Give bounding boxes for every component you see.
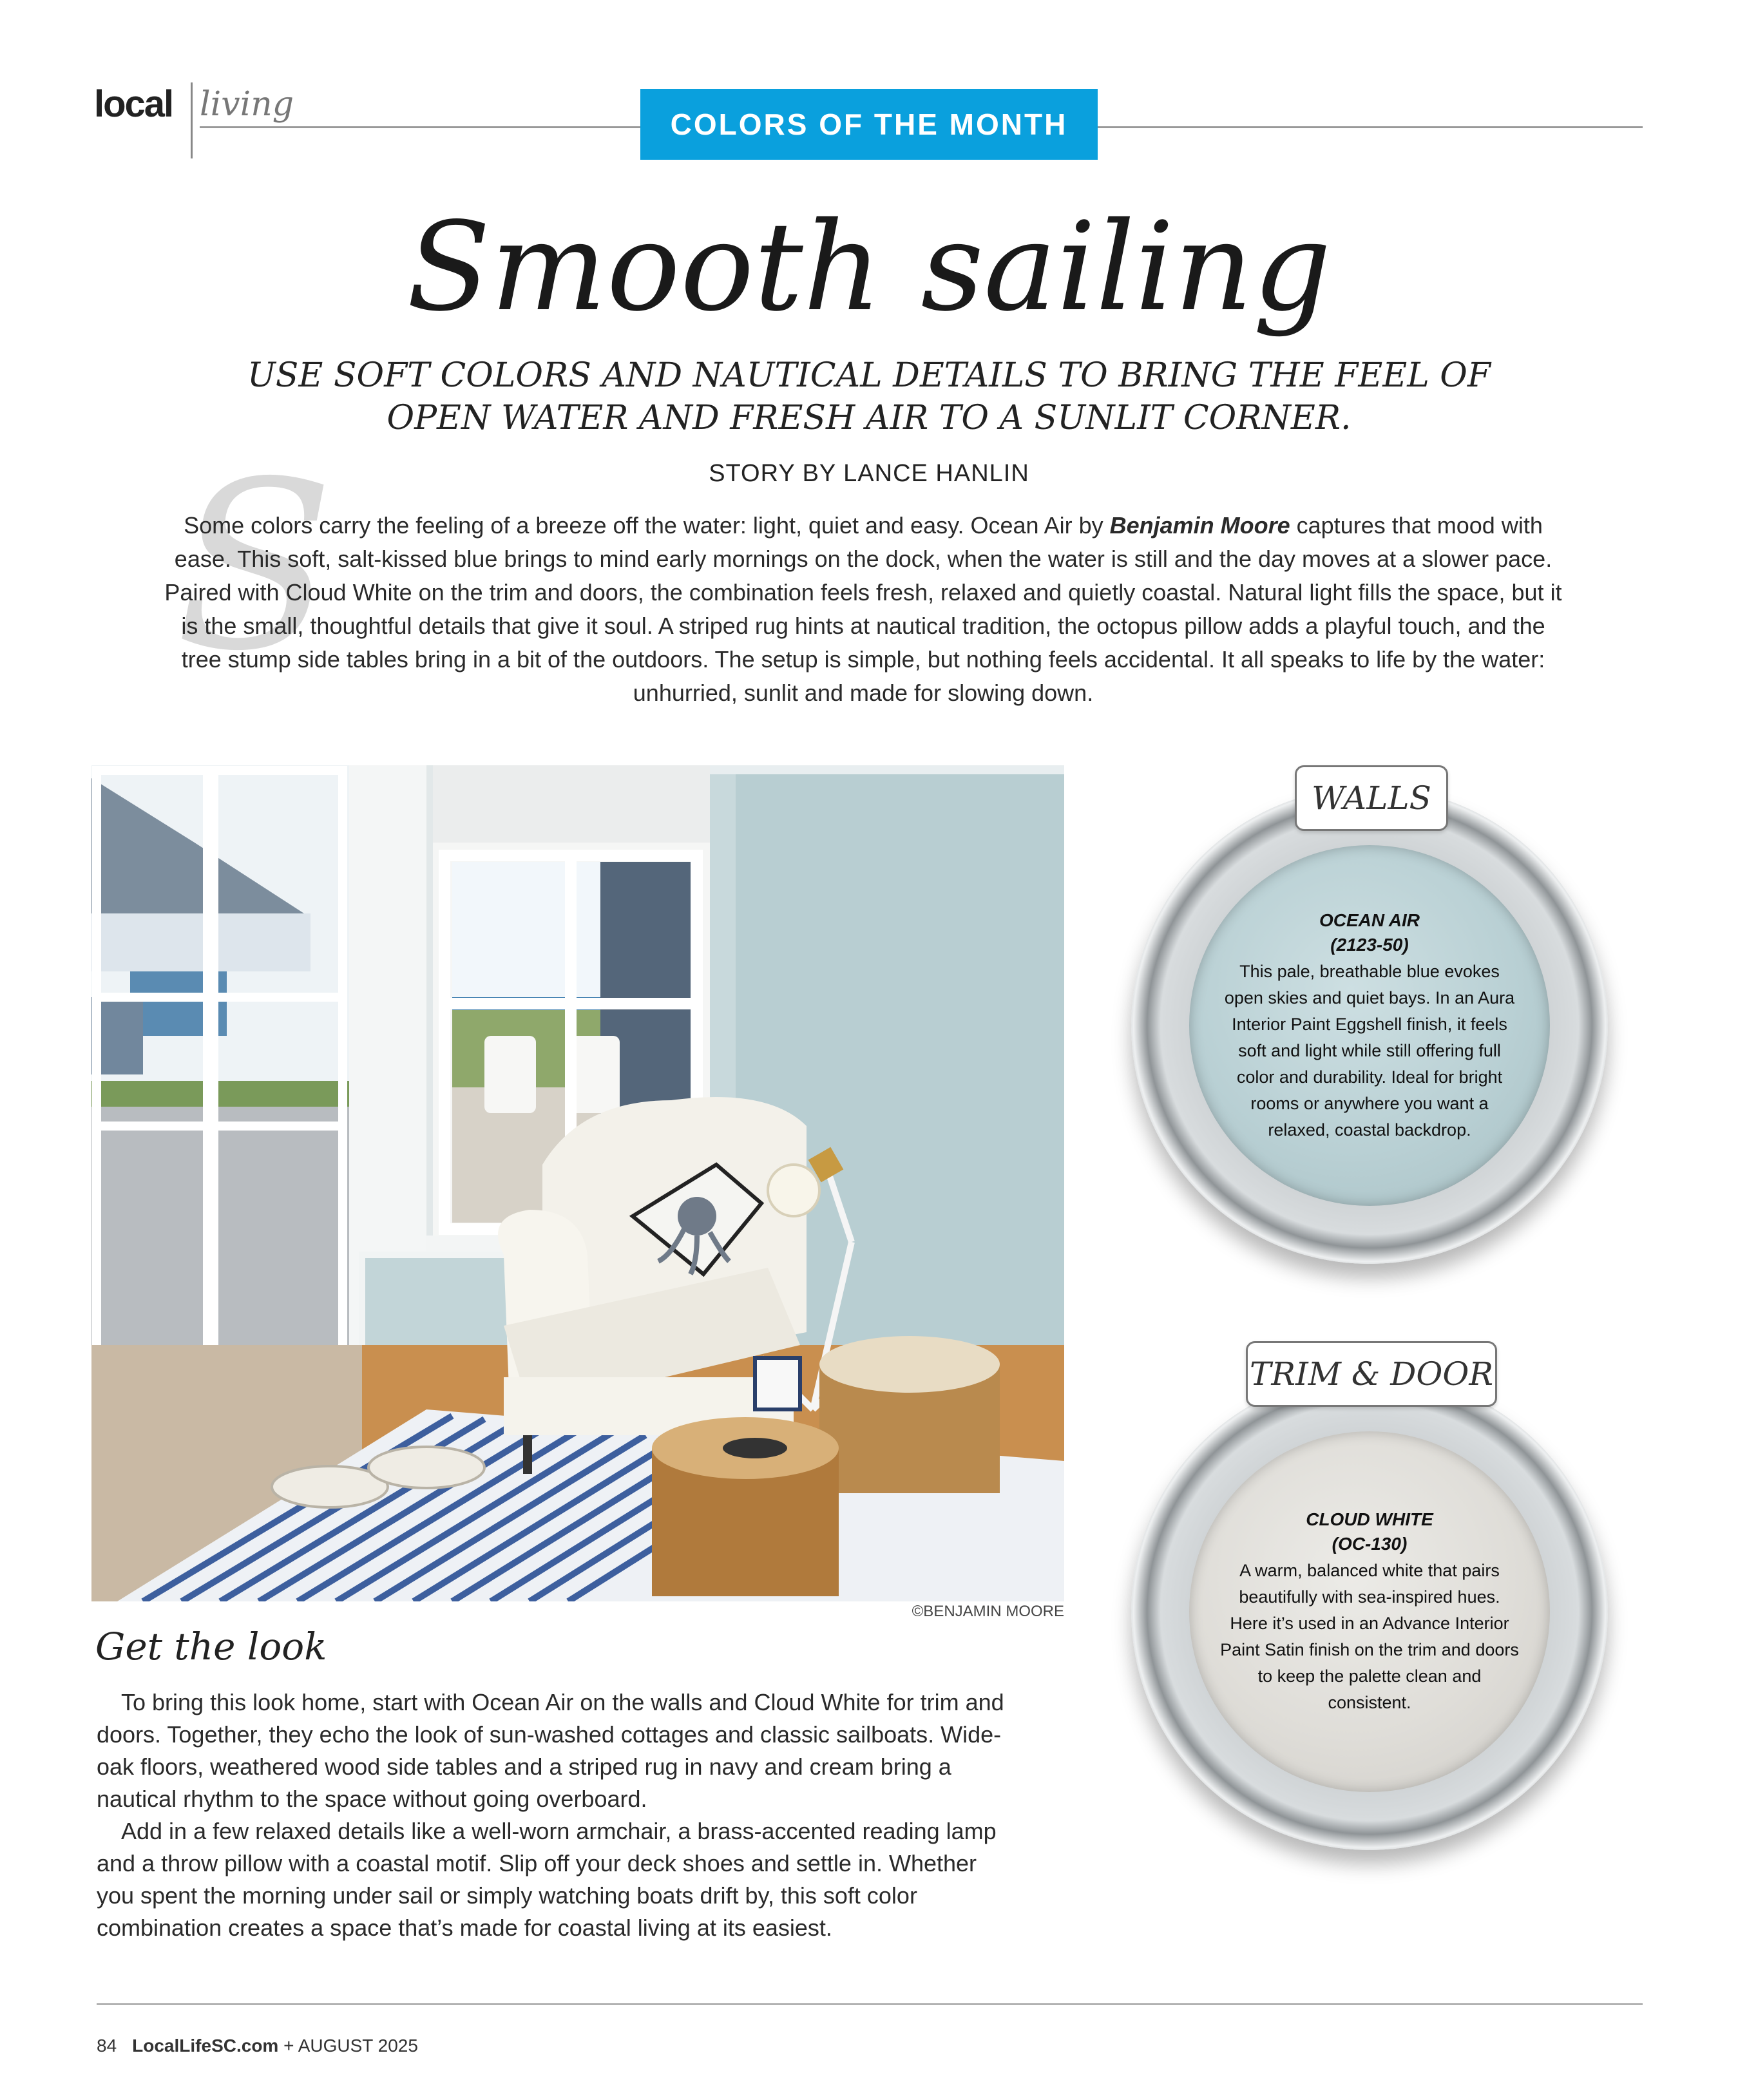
room-photo [91, 765, 1064, 1601]
walls-paint-code: (2123-50) [1330, 934, 1409, 955]
window-shade [433, 765, 710, 843]
brand-name: Benjamin Moore [1109, 512, 1290, 539]
page-footer [97, 2036, 418, 2056]
walls-paint-description: This pale, breathable blue evokes open skies and quiet bays. In an Aura Interior Paint Eggshell finish, it feels soft and light while still offering full color and durability. Ideal for bright rooms or anywhere you want a relaxed, coastal backdrop. [1224, 961, 1515, 1140]
intro-text-rest: captures that mood with ease. This soft, salt-kissed blue brings to mind early mornings on the dock, when the water is still and the day moves at a slower pace. Paired with Cloud White on the trim and doors, the combination feels fresh, relaxed and quietly coastal. Natural light fills the space, but it is the small, thoughtful details that give it soul. A striped rug hints at nautical tradition, the octopus pillow adds a playful touch, and the tree stump side tables bring in a bit of the outdoors. The setup is simple, but nothing feels accidental. It all speaks to life by the water: unhurried, sunlit and made for slowing down. [164, 512, 1562, 706]
trim-paint-swatch [1189, 1431, 1550, 1792]
logo-divider [191, 82, 193, 158]
trim-paint-name: CLOUD WHITE [1306, 1509, 1433, 1529]
trim-paint-description: A warm, balanced white that pairs beautifully with sea-inspired hues. Here it’s used in an Advance Interior Paint Satin finish on the trim and doors to keep the palette clean and consistent. [1220, 1561, 1519, 1712]
article-subtitle: USE SOFT COLORS AND NAUTICAL DETAILS TO BRING THE FEEL OF OPEN WATER AND FRESH AIR TO A SUNLIT CORNER. [247, 356, 1491, 437]
get-the-look-paragraph-1: To bring this look home, start with Ocean Air on the walls and Cloud White for trim and doors. Together, they echo the look of sun-washed cottages and classic sailboats. Wide-oak floors, weathered wood side tables and a striped rug in navy and cream bring a nautical rhythm to the space without going overboard. [97, 1689, 1004, 1812]
photo-credit: ©BENJAMIN MOORE [912, 1603, 1064, 1620]
page-number: 84 [97, 2036, 117, 2056]
walls-paint-name: OCEAN AIR [1319, 910, 1420, 930]
walls-paint-swatch [1189, 845, 1550, 1206]
article-title: Smooth sailing [406, 196, 1332, 338]
magazine-logo-subtitle: living [200, 85, 294, 124]
trim-paint-code: (OC-130) [1332, 1534, 1408, 1554]
footer-site: LocalLifeSC.com [132, 2036, 279, 2056]
footer-issue: + AUGUST 2025 [283, 2036, 418, 2056]
intro-paragraph [161, 509, 1565, 710]
byline: STORY BY LANCE HANLIN [709, 460, 1029, 487]
get-the-look-body [97, 1686, 1018, 1944]
magazine-logo: local [94, 83, 173, 125]
drop-cap: S [175, 432, 334, 702]
get-the-look-paragraph-2: Add in a few relaxed details like a well-worn armchair, a brass-accented reading lamp and a throw pillow with a coastal motif. Slip off your deck shoes and settle in. Whether you spent the morning under sail or simply watching boats drift by, this soft color combination creates a space that’s made for coastal living at its easiest. [97, 1818, 997, 1941]
room-illustration [91, 765, 1064, 1601]
footer-rule [97, 2003, 1643, 2005]
trim-label: TRIM & DOOR [1246, 1341, 1497, 1407]
section-badge: COLORS OF THE MONTH [640, 89, 1098, 160]
intro-text-start: Some colors carry the feeling of a breeze off the water: light, quiet and easy. Ocean Air by [184, 512, 1110, 539]
walls-label: WALLS [1295, 765, 1448, 831]
get-the-look-heading: Get the look [95, 1625, 327, 1668]
